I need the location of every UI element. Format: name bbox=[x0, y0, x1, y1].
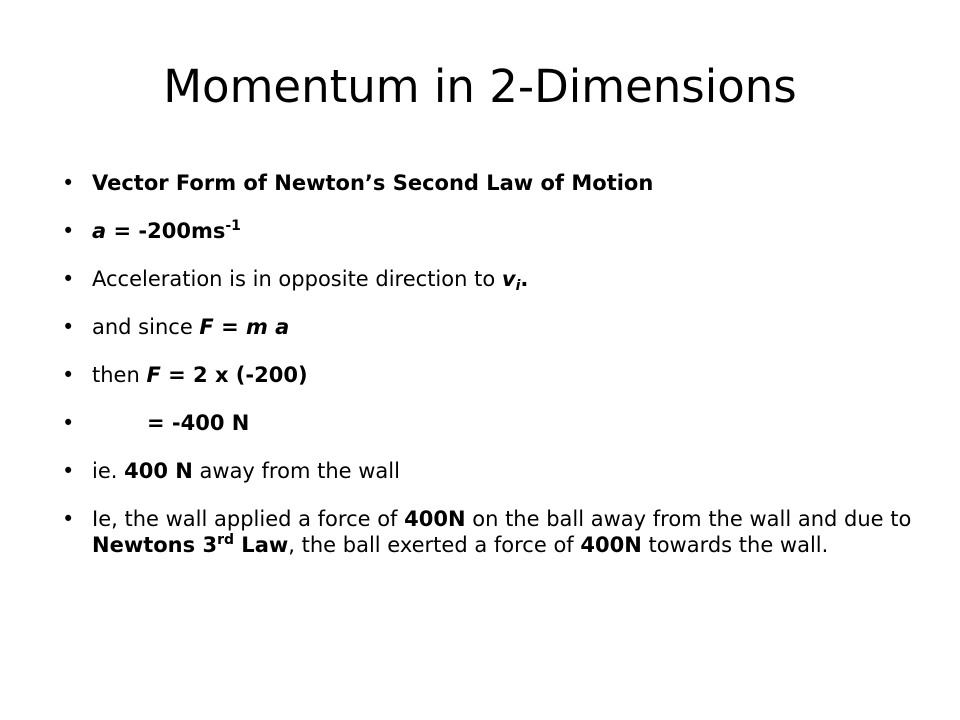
force-magnitude: 400 N bbox=[124, 459, 193, 483]
force-value-1: 400N bbox=[404, 507, 466, 531]
slide-title: Momentum in 2-Dimensions bbox=[163, 60, 797, 113]
bullet-force-calculation bbox=[62, 362, 912, 388]
bullet-newton-second-law bbox=[62, 170, 912, 196]
bullet-marker: • bbox=[62, 411, 75, 435]
bullet-text: Ie, the wall applied a force of bbox=[92, 507, 405, 531]
variable-f: F bbox=[146, 363, 161, 387]
bullet-force-direction bbox=[62, 458, 912, 484]
bullet-list bbox=[62, 170, 912, 580]
variable-v: v bbox=[501, 267, 516, 291]
bullet-text: Vector Form of Newton’s Second Law of Motion bbox=[92, 171, 654, 195]
force-result: = -400 N bbox=[147, 411, 250, 435]
force-expression: = 2 x (-200) bbox=[160, 363, 308, 387]
force-value-2: 400N bbox=[580, 533, 642, 557]
bullet-text: then bbox=[92, 363, 147, 387]
bullet-text: Acceleration is in opposite direction to bbox=[92, 267, 502, 291]
exponent: -1 bbox=[225, 218, 241, 234]
bullet-force-formula bbox=[62, 314, 912, 340]
subscript-i: i bbox=[515, 278, 521, 294]
bullet-text-2: on the ball away from the wall and due to bbox=[465, 507, 912, 531]
ordinal-suffix: rd bbox=[217, 532, 234, 548]
bullet-marker: • bbox=[62, 171, 75, 195]
period: . bbox=[520, 267, 529, 291]
bullet-acceleration-direction bbox=[62, 266, 912, 292]
bullet-force-result bbox=[62, 410, 912, 436]
variable-a: a bbox=[92, 219, 107, 243]
bullet-marker: • bbox=[62, 219, 75, 243]
acceleration-equation: = -200ms bbox=[106, 219, 226, 243]
bullet-text: ie. bbox=[92, 459, 125, 483]
bullet-text-end: away from the wall bbox=[192, 459, 400, 483]
bullet-marker: • bbox=[62, 459, 75, 483]
bullet-marker: • bbox=[62, 363, 75, 387]
bullet-marker: • bbox=[62, 315, 75, 339]
bullet-text-4: towards the wall. bbox=[641, 533, 829, 557]
law-name: Newtons 3 bbox=[92, 533, 218, 557]
bullet-marker: • bbox=[62, 267, 75, 291]
formula-f-ma: F = m a bbox=[199, 315, 290, 339]
bullet-text: and since bbox=[92, 315, 200, 339]
law-word: Law bbox=[234, 533, 289, 557]
bullet-marker: • bbox=[62, 507, 75, 531]
bullet-text-3: , the ball exerted a force of bbox=[288, 533, 581, 557]
bullet-newton-third-law bbox=[62, 506, 912, 558]
bullet-acceleration-value bbox=[62, 218, 912, 244]
